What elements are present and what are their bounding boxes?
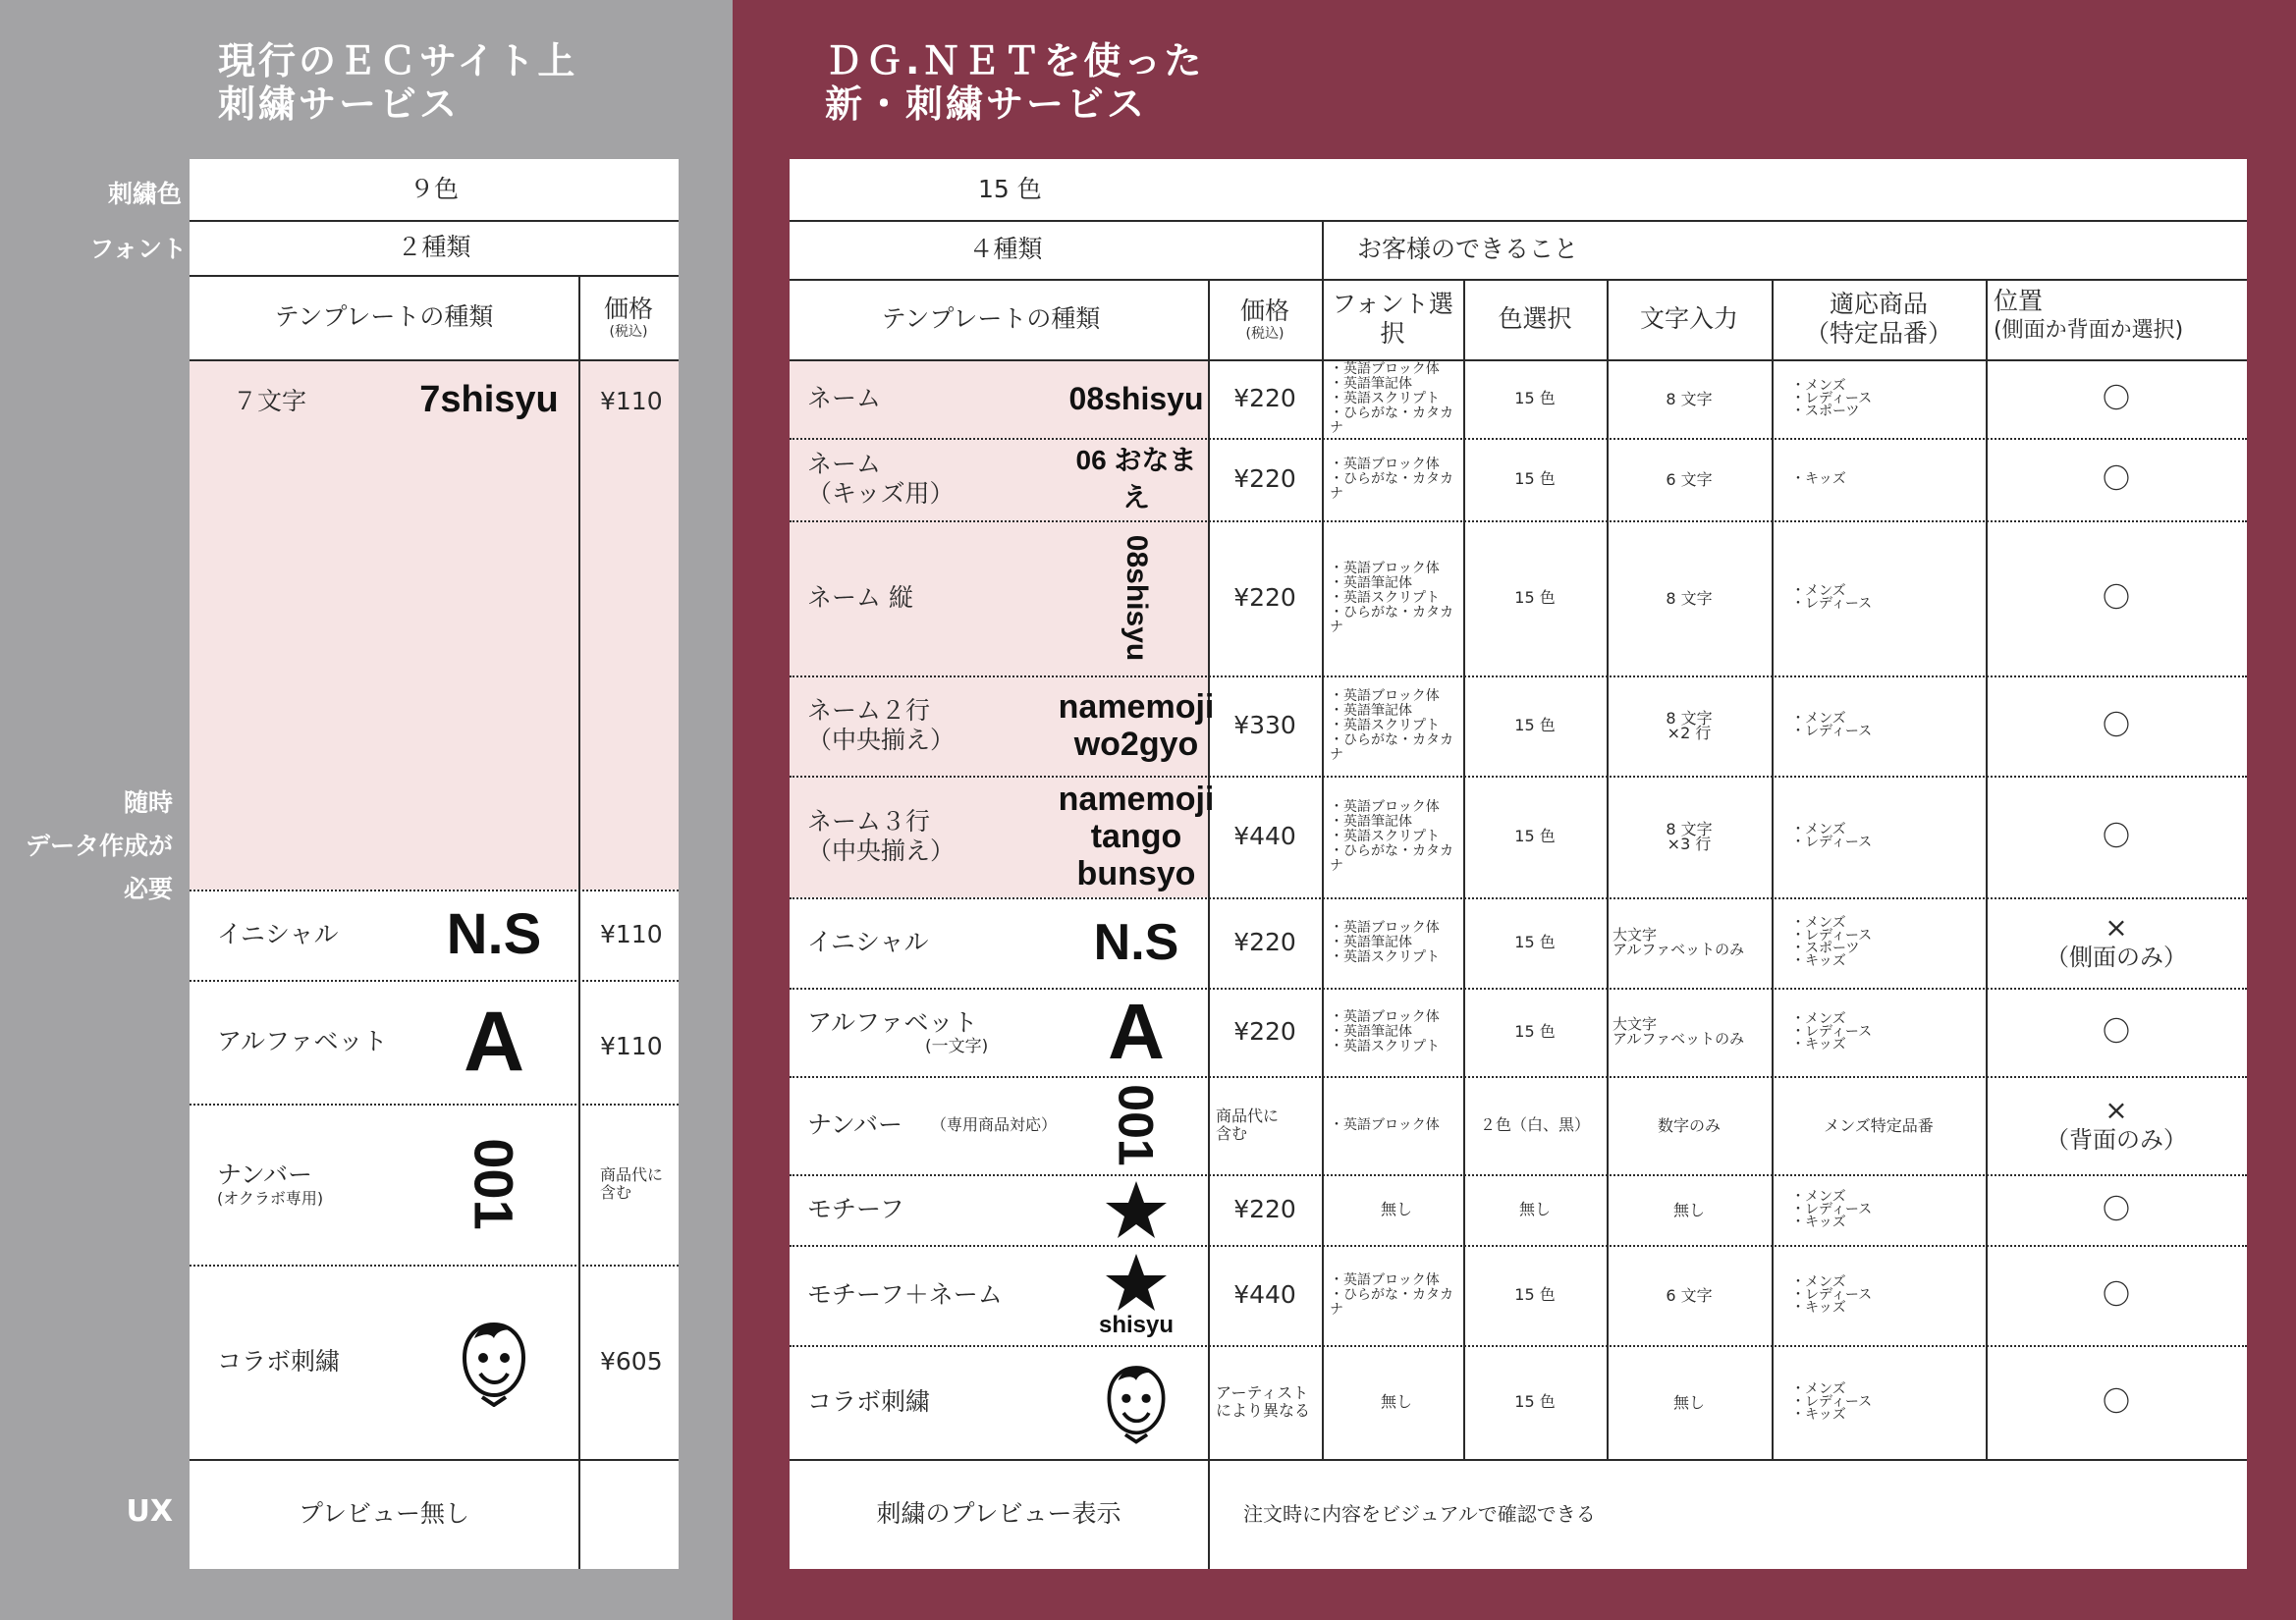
left-row-label (217, 1161, 323, 1208)
right-row-product-item: ・レディース (1791, 928, 1873, 944)
right-row-price (1208, 1076, 1322, 1174)
left-title-line2: 刺繍サービス (218, 82, 461, 126)
right-row-position (1986, 438, 2247, 520)
right-row-color: 15 色 (1514, 469, 1556, 488)
right-row-price (1208, 897, 1322, 988)
right-row-font-item: ・英語スクリプト (1330, 948, 1440, 965)
right-row-position (1986, 1245, 2247, 1345)
right-row-fonts (1330, 438, 1463, 520)
right-row-product-item: ・メンズ (1791, 1380, 1846, 1397)
right-row-text-line2: ×3 行 (1667, 835, 1712, 853)
right-row-font-item: ・英語ブロック体 (1330, 560, 1440, 576)
right-row-font-item: ・英語ブロック体 (1330, 687, 1440, 704)
right-row-font-item: ・英語筆記体 (1330, 375, 1412, 392)
right-row-label (807, 1076, 1082, 1174)
right-row-price-text: ¥220 (1233, 384, 1296, 412)
left-row-label: アルファベット (217, 1027, 388, 1055)
right-row-label-line2: （キッズ用） (807, 479, 955, 508)
right-row-sample-box (1065, 897, 1208, 988)
right-row-color: 15 色 (1514, 933, 1556, 951)
right-font-value: ４種類 (968, 235, 1043, 263)
right-ux-label: 刺繍のプレビュー表示 (876, 1499, 1121, 1528)
right-row-text-input (1607, 988, 1772, 1076)
right-row-position (1986, 1076, 2247, 1174)
left-row-price: ¥110 (600, 387, 663, 415)
right-row-color: 15 色 (1514, 1285, 1556, 1304)
right-row-product-item: ・キッズ (1791, 1036, 1846, 1053)
left-row-label-text: ナンバー (217, 1161, 313, 1189)
right-color-value: 15 色 (978, 175, 1042, 203)
right-row-sample-box (1065, 1174, 1208, 1245)
star-icon (1105, 1179, 1168, 1240)
right-row-position-mark: 〇 (2102, 1015, 2130, 1048)
right-row-price-text: ¥330 (1233, 711, 1296, 739)
right-row-price (1208, 520, 1322, 675)
divider (578, 275, 580, 1569)
right-row-font-item: ・ひらがな・カタカナ (1330, 1286, 1453, 1318)
right-row-position-mark: 〇 (2102, 820, 2130, 852)
right-table (790, 159, 2247, 1569)
right-row-font-item: ・英語スクリプト (1330, 717, 1440, 733)
right-row-position-mark: × (2105, 1094, 2128, 1126)
right-row-sample: A (1108, 988, 1165, 1075)
right-row-product-item: ・メンズ (1791, 822, 1846, 837)
right-header-font-select: フォント選択 (1332, 290, 1453, 348)
right-row-position (1986, 520, 2247, 675)
right-row-price (1208, 675, 1322, 776)
right-row-font-item: ・英語ブロック体 (1330, 360, 1440, 377)
right-row-font-item: ・ひらがな・カタカナ (1330, 470, 1453, 502)
right-row-text-input (1607, 776, 1772, 897)
right-row-sample-box (1065, 1076, 1208, 1174)
left-row-label: ７文字 (233, 387, 307, 415)
right-row-font-item: ・英語ブロック体 (1330, 1008, 1440, 1025)
divider (1772, 279, 1774, 1459)
right-row-product-item: ・メンズ (1791, 1273, 1846, 1290)
right-row-fonts (1330, 1345, 1463, 1459)
right-row-font-item: ・英語スクリプト (1330, 828, 1440, 844)
right-header-product-line2: （特定品番） (1804, 319, 1952, 348)
right-row-product-item: ・レディース (1791, 724, 1873, 739)
left-title-line1: 現行のＥＣサイト上 (218, 39, 578, 82)
right-row-text-line1: 無し (1672, 1200, 1705, 1219)
right-row-label (807, 438, 1082, 520)
right-row-position-mark: 〇 (2102, 1385, 2130, 1418)
right-row-products (1791, 675, 1978, 776)
right-row-text-line1: 大文字 (1613, 1015, 1658, 1033)
right-row-price (1208, 1345, 1322, 1459)
left-row-price: ¥110 (600, 1032, 663, 1060)
left-row-price-line1: 商品代に (600, 1165, 664, 1184)
boy-face-icon (1102, 1360, 1171, 1444)
right-panel (733, 0, 2296, 1620)
right-row-text-line1: 無し (1672, 1392, 1705, 1412)
right-row-label-line1: ネーム (807, 384, 882, 412)
right-row-color: 15 色 (1514, 389, 1556, 407)
left-row-label: イニシャル (217, 920, 339, 948)
right-row-sample-line1: namemoji (1058, 688, 1215, 726)
right-row-sample: 06 おなまえ (1075, 445, 1197, 513)
right-row-product-item: ・メンズ (1791, 711, 1846, 727)
left-highlight (190, 359, 679, 890)
right-row-label (807, 520, 1082, 675)
right-row-text-line1: 大文字 (1613, 926, 1658, 944)
right-row-sample-line2: wo2gyo (1073, 726, 1199, 763)
right-row-text-line1: 6 文字 (1666, 1285, 1713, 1305)
right-row-font-item: 無し (1380, 1200, 1412, 1218)
right-row-products (1791, 520, 1978, 675)
right-row-color: 15 色 (1514, 1022, 1556, 1041)
right-row-sample: 08shisyu (1068, 381, 1204, 416)
right-row-color: 15 色 (1514, 716, 1556, 734)
right-row-product-item: ・メンズ (1791, 1188, 1846, 1205)
right-row-font-item: ・英語スクリプト (1330, 1038, 1440, 1054)
right-row-price-line1: アーティスト (1216, 1383, 1309, 1402)
right-row-text-line1: 8 文字 (1666, 820, 1713, 838)
left-table (190, 159, 679, 1569)
right-row-products (1791, 1345, 1978, 1459)
right-row-position-mark: 〇 (2102, 1278, 2130, 1311)
right-row-fonts (1330, 520, 1463, 675)
left-row-label: コラボ刺繍 (217, 1347, 341, 1376)
right-row-label-line2: （中央揃え） (807, 726, 956, 754)
right-row-position-mark: 〇 (2102, 709, 2130, 741)
right-row-sample-box (1058, 776, 1215, 897)
right-row-position (1986, 776, 2247, 897)
right-row-label (807, 776, 1082, 897)
right-row-label-line1: ネーム 縦 (807, 583, 913, 612)
left-color-value: ９色 (409, 175, 459, 203)
right-row-price (1208, 988, 1322, 1076)
right-row-color: 15 色 (1514, 827, 1556, 845)
left-row-sample-box (425, 1104, 563, 1265)
right-row-color: 15 色 (1514, 588, 1556, 607)
left-row-sample: A (463, 995, 525, 1089)
right-row-position-mark: 〇 (2102, 1193, 2130, 1225)
right-row-sample-box (1065, 1245, 1208, 1345)
right-row-label (807, 359, 1082, 438)
right-row-label-line1: ネーム (807, 450, 882, 478)
right-row-label-line1: コラボ刺繍 (807, 1387, 931, 1416)
right-row-product-item: ・メンズ (1791, 377, 1846, 394)
right-row-text-input (1607, 1174, 1772, 1245)
right-row-font-item: ・英語ブロック体 (1330, 1116, 1440, 1133)
right-row-product-item: ・レディース (1791, 1393, 1873, 1410)
right-row-products (1791, 776, 1978, 897)
right-customer-header: お客様のできること (1357, 235, 1579, 263)
left-row-sample: 7shisyu (419, 379, 559, 420)
right-row-text-input (1607, 359, 1772, 438)
right-row-fonts (1330, 988, 1463, 1076)
right-row-fonts (1330, 1174, 1463, 1245)
right-row-font-item: ・英語スクリプト (1330, 390, 1440, 406)
right-row-products (1791, 897, 1978, 988)
right-row-price (1208, 359, 1322, 438)
right-row-sample-line3: bunsyo (1076, 855, 1196, 892)
right-row-position-mark: 〇 (2102, 382, 2130, 414)
right-row-fonts (1330, 1245, 1463, 1345)
left-ux-value: プレビュー無し (298, 1499, 469, 1528)
left-row-price-line2: 含む (600, 1183, 632, 1202)
right-row-product-item: ・メンズ (1791, 1010, 1846, 1027)
right-row-font-item: ・英語筆記体 (1330, 934, 1412, 950)
right-row-label-line2: （中央揃え） (807, 837, 956, 865)
left-row-sample: 001 (464, 1138, 525, 1230)
right-row-label-line2: (一文字) (925, 1037, 989, 1056)
right-row-font-item: ・英語筆記体 (1330, 1023, 1412, 1040)
right-header-price-note: (税込) (1245, 326, 1285, 342)
right-row-price-line1: 商品代に (1216, 1107, 1280, 1125)
side-label-color: 刺繍色 (107, 180, 182, 208)
star-icon (1105, 1252, 1168, 1313)
right-row-fonts (1330, 1076, 1463, 1174)
right-header-position (1994, 287, 2245, 346)
right-row-position (1986, 359, 2247, 438)
right-row-position (1986, 988, 2247, 1076)
right-row-sample-line2: tango (1090, 818, 1182, 855)
right-row-label (807, 675, 1082, 776)
right-row-label (807, 1174, 1082, 1245)
right-row-product-item: ・スポーツ (1791, 403, 1860, 419)
right-row-label-note: （専用商品対応） (931, 1115, 1058, 1134)
left-title (218, 39, 577, 126)
left-panel (0, 0, 733, 1620)
right-row-position-mark: 〇 (2102, 581, 2130, 614)
right-row-sample: N.S (1093, 914, 1179, 971)
right-row-font-item: ・英語ブロック体 (1330, 456, 1440, 472)
right-row-label (807, 897, 1082, 988)
right-title-line1: ＤＧ.ＮＥＴを使った (825, 39, 1205, 82)
right-row-text-line1: 6 文字 (1666, 469, 1713, 489)
left-row-price: ¥110 (600, 920, 663, 948)
right-row-product-item: ・レディース (1791, 390, 1873, 406)
right-row-label-line1: モチーフ＋ネーム (807, 1280, 1003, 1309)
right-row-label-line1: ネーム２行 (807, 696, 931, 725)
right-row-product-item: ・レディース (1791, 835, 1873, 850)
divider (1322, 220, 1324, 1459)
right-row-product-item: ・レディース (1791, 1023, 1873, 1040)
right-row-label (807, 1345, 1082, 1459)
right-row-position (1986, 1345, 2247, 1459)
left-header-price-label: 価格 (603, 295, 653, 323)
right-row-font-item: ・ひらがな・カタカナ (1330, 842, 1453, 874)
right-row-font-item: ・英語スクリプト (1330, 589, 1440, 606)
left-header-price-note: (税込) (609, 324, 648, 340)
right-row-products (1791, 359, 1978, 438)
right-row-sample-box (1065, 520, 1208, 675)
right-row-product-item: ・レディース (1791, 596, 1873, 612)
right-row-price-text: ¥220 (1233, 1017, 1296, 1046)
right-row-text-line1: 8 文字 (1666, 588, 1713, 608)
side-label-font: フォント (89, 235, 187, 263)
right-row-product-item: ・メンズ (1791, 583, 1846, 599)
right-row-price-line2: により異なる (1216, 1401, 1311, 1420)
right-row-sample: 08shisyu (1120, 534, 1153, 662)
side-label-data (0, 782, 173, 911)
right-row-price-text: ¥220 (1233, 583, 1296, 612)
right-row-products (1791, 988, 1978, 1076)
right-row-label-line1: ネーム３行 (807, 807, 931, 836)
right-row-sample: shisyu (1098, 1312, 1175, 1338)
right-row-text-line2: ×2 行 (1667, 724, 1712, 742)
right-row-text-line1: 8 文字 (1666, 389, 1713, 408)
side-label-ux: UX (126, 1494, 173, 1529)
left-row-sample: N.S (446, 902, 542, 966)
right-row-fonts (1330, 897, 1463, 988)
right-row-product-item: ・キッズ (1791, 1406, 1846, 1423)
right-title-line2: 新・刺繍サービス (825, 82, 1148, 126)
right-row-products (1791, 1174, 1978, 1245)
right-row-position-note: （背面のみ） (2046, 1126, 2187, 1154)
right-row-font-item: ・英語筆記体 (1330, 813, 1412, 830)
right-row-sample-line1: namemoji (1058, 781, 1215, 818)
right-row-price (1208, 1245, 1322, 1345)
right-row-label-line1: アルファベット (807, 1008, 978, 1037)
right-row-label (807, 1245, 1082, 1345)
right-header-price (1208, 279, 1322, 359)
right-header-product-line1: 適応商品 (1829, 290, 1928, 318)
right-row-text-line2: アルファベットのみ (1613, 1030, 1745, 1048)
right-row-price-text: ¥220 (1233, 464, 1296, 493)
right-row-text-line1: 数字のみ (1657, 1115, 1721, 1135)
right-row-sample-box (1065, 1345, 1208, 1459)
right-row-products (1791, 1245, 1978, 1345)
right-row-text-input (1607, 1245, 1772, 1345)
right-row-price-line2: 含む (1216, 1124, 1248, 1143)
right-row-price (1208, 438, 1322, 520)
right-row-font-item: ・英語ブロック体 (1330, 798, 1440, 815)
right-row-color: 15 色 (1514, 1392, 1556, 1411)
left-row-price: ¥605 (600, 1347, 663, 1376)
right-row-product-item: メンズ特定品番 (1824, 1115, 1934, 1135)
right-row-sample: 001 (1109, 1084, 1164, 1166)
right-row-fonts (1330, 776, 1463, 897)
right-row-product-item: ・レディース (1791, 1201, 1873, 1217)
right-row-font-item: ・ひらがな・カタカナ (1330, 604, 1453, 635)
right-row-product-item: ・キッズ (1791, 470, 1846, 487)
boy-face-icon (445, 1265, 543, 1459)
right-row-color: ２色（白、黒） (1479, 1115, 1590, 1134)
side-label-data-line3: 必要 (123, 875, 173, 903)
left-row-label-note: (オクラボ専用) (217, 1189, 324, 1208)
right-row-label (807, 988, 1082, 1076)
right-row-position-mark: × (2105, 911, 2128, 944)
right-row-text-line1: 8 文字 (1666, 709, 1713, 728)
left-row-price (600, 1166, 663, 1202)
right-row-sample-box (1065, 988, 1208, 1076)
right-row-products (1772, 1076, 1986, 1174)
right-row-font-item: ・英語ブロック体 (1330, 1271, 1440, 1288)
right-row-position (1986, 675, 2247, 776)
right-row-text-input (1607, 675, 1772, 776)
left-font-value: ２種類 (397, 233, 471, 261)
right-row-position (1986, 897, 2247, 988)
right-row-product-item: ・キッズ (1791, 953, 1846, 969)
right-row-font-item: ・ひらがな・カタカナ (1330, 731, 1453, 763)
right-row-color: 無し (1518, 1200, 1551, 1218)
left-header-template: テンプレートの種類 (274, 302, 494, 331)
right-header-price-label: 価格 (1239, 297, 1289, 325)
right-row-price-text: ¥220 (1233, 928, 1296, 956)
right-row-font-item: ・英語ブロック体 (1330, 919, 1440, 936)
right-header-position-line2: (側面か背面か選択) (1994, 318, 2184, 343)
right-row-font-item: ・英語筆記体 (1330, 702, 1412, 719)
right-row-product-item: ・キッズ (1791, 1299, 1846, 1316)
right-header-color-select: 色選択 (1498, 304, 1572, 333)
right-row-product-item: ・レディース (1791, 1286, 1873, 1303)
right-row-font-item: 無し (1380, 1392, 1412, 1411)
right-row-product-item: ・メンズ (1791, 915, 1846, 931)
side-label-data-line1: 随時 (123, 788, 173, 817)
right-row-font-item: ・英語筆記体 (1330, 574, 1412, 591)
right-row-sample-box (1058, 675, 1215, 776)
right-row-position-mark: 〇 (2102, 462, 2130, 495)
right-row-text-input (1607, 520, 1772, 675)
right-row-sample-box (1065, 359, 1208, 438)
right-row-text-input (1607, 438, 1772, 520)
divider (190, 359, 679, 361)
right-row-fonts (1330, 359, 1463, 438)
right-row-price (1208, 776, 1322, 897)
right-row-text-input (1607, 897, 1772, 988)
right-row-price-text: ¥220 (1233, 1195, 1296, 1223)
right-ux-value: 注文時に内容をビジュアルで確認できる (1243, 1502, 1596, 1526)
right-row-price-text: ¥440 (1233, 1280, 1296, 1309)
right-row-text-input (1607, 1076, 1772, 1174)
right-row-sample-box (1065, 438, 1208, 520)
right-header-product (1772, 279, 1986, 359)
right-row-product-item: ・スポーツ (1791, 941, 1860, 956)
right-header-position-line1: 位置 (1994, 287, 2044, 315)
right-row-position-note: （側面のみ） (2046, 944, 2187, 971)
right-row-text-line2: アルファベットのみ (1613, 941, 1745, 958)
right-row-position (1986, 1174, 2247, 1245)
right-header-template: テンプレートの種類 (881, 304, 1101, 333)
right-row-products (1791, 438, 1978, 520)
right-title (825, 39, 1204, 126)
right-row-fonts (1330, 675, 1463, 776)
right-row-text-input (1607, 1345, 1772, 1459)
right-row-product-item: ・キッズ (1791, 1214, 1846, 1230)
right-row-price-text: ¥440 (1233, 822, 1296, 850)
right-header-text-input: 文字入力 (1639, 304, 1738, 333)
right-row-font-item: ・ひらがな・カタカナ (1330, 405, 1453, 436)
left-header-price (578, 275, 679, 359)
side-label-data-line2: データ作成が (25, 832, 173, 860)
right-row-label-line1: イニシャル (807, 928, 929, 956)
right-row-label-line1: ナンバー (807, 1110, 903, 1139)
right-row-label-line1: モチーフ (807, 1195, 904, 1223)
right-row-price (1208, 1174, 1322, 1245)
